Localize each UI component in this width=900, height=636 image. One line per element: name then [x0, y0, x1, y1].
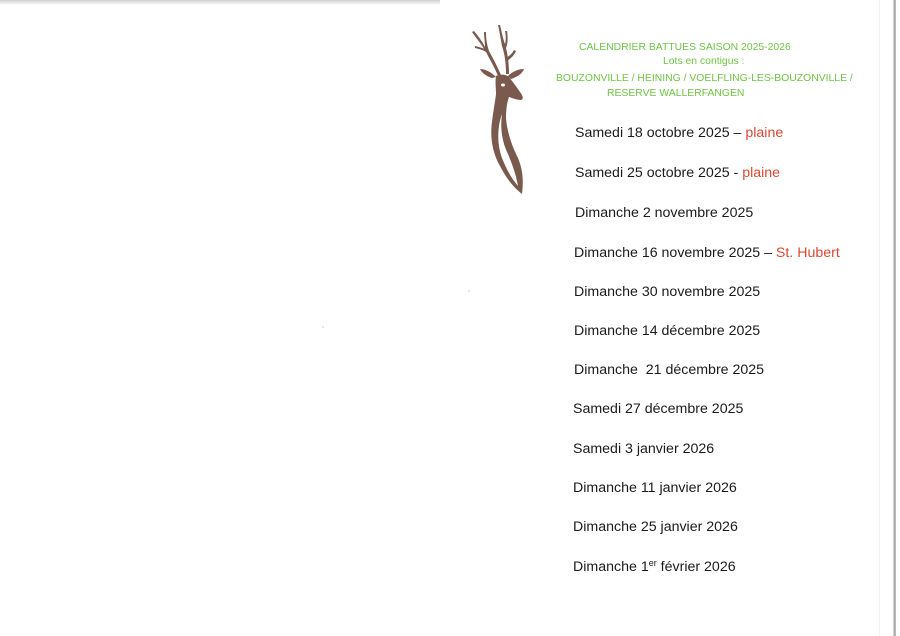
date-entry	[574, 245, 840, 261]
date-note: plaine	[742, 165, 781, 181]
header-lots: BOUZONVILLE / HEINING / VOELFLING-LES-BOUZONVILLE /	[556, 73, 853, 84]
date-note: St. Hubert	[775, 245, 840, 261]
scan-shadow-right	[893, 0, 896, 636]
date-text: Samedi 25 octobre 2025 -	[575, 165, 743, 181]
date-text: Dimanche 11 janvier 2026	[573, 480, 737, 496]
date-text: Dimanche 16 novembre 2025 –	[574, 245, 776, 261]
date-entry	[575, 125, 783, 141]
date-text: Dimanche 1	[573, 559, 649, 575]
date-text: Dimanche 14 décembre 2025	[574, 323, 761, 339]
date-text: Dimanche 21 décembre 2025	[574, 362, 765, 378]
date-entry	[573, 401, 743, 417]
date-entry	[575, 165, 780, 181]
date-entry	[574, 284, 760, 300]
deer-head-icon	[462, 18, 544, 198]
date-text: Samedi 18 octobre 2025 –	[575, 125, 746, 141]
scan-shadow-top	[0, 0, 440, 5]
scan-speck	[468, 290, 470, 292]
date-text: Samedi 27 décembre 2025	[573, 401, 744, 417]
date-entry	[574, 362, 764, 378]
date-text-after: février 2026	[656, 559, 736, 575]
ordinal-suffix: er	[648, 558, 657, 568]
date-entry	[573, 480, 737, 496]
date-entry	[575, 205, 753, 221]
date-entry	[573, 519, 738, 535]
date-note: plaine	[745, 125, 784, 141]
date-entry	[573, 441, 714, 457]
date-entry	[573, 558, 736, 575]
scan-line	[879, 0, 880, 636]
header-subtitle: Lots en contigus :	[663, 56, 745, 67]
date-entry	[574, 323, 760, 339]
scan-speck	[322, 326, 324, 328]
date-text: Dimanche 30 novembre 2025	[574, 284, 761, 300]
date-text: Samedi 3 janvier 2026	[573, 441, 715, 457]
header-title: CALENDRIER BATTUES SAISON 2025-2026	[579, 42, 791, 53]
header-reserve: RESERVE WALLERFANGEN	[607, 88, 745, 99]
date-text: Dimanche 25 janvier 2026	[573, 519, 738, 535]
date-text: Dimanche 2 novembre 2025	[575, 205, 754, 221]
